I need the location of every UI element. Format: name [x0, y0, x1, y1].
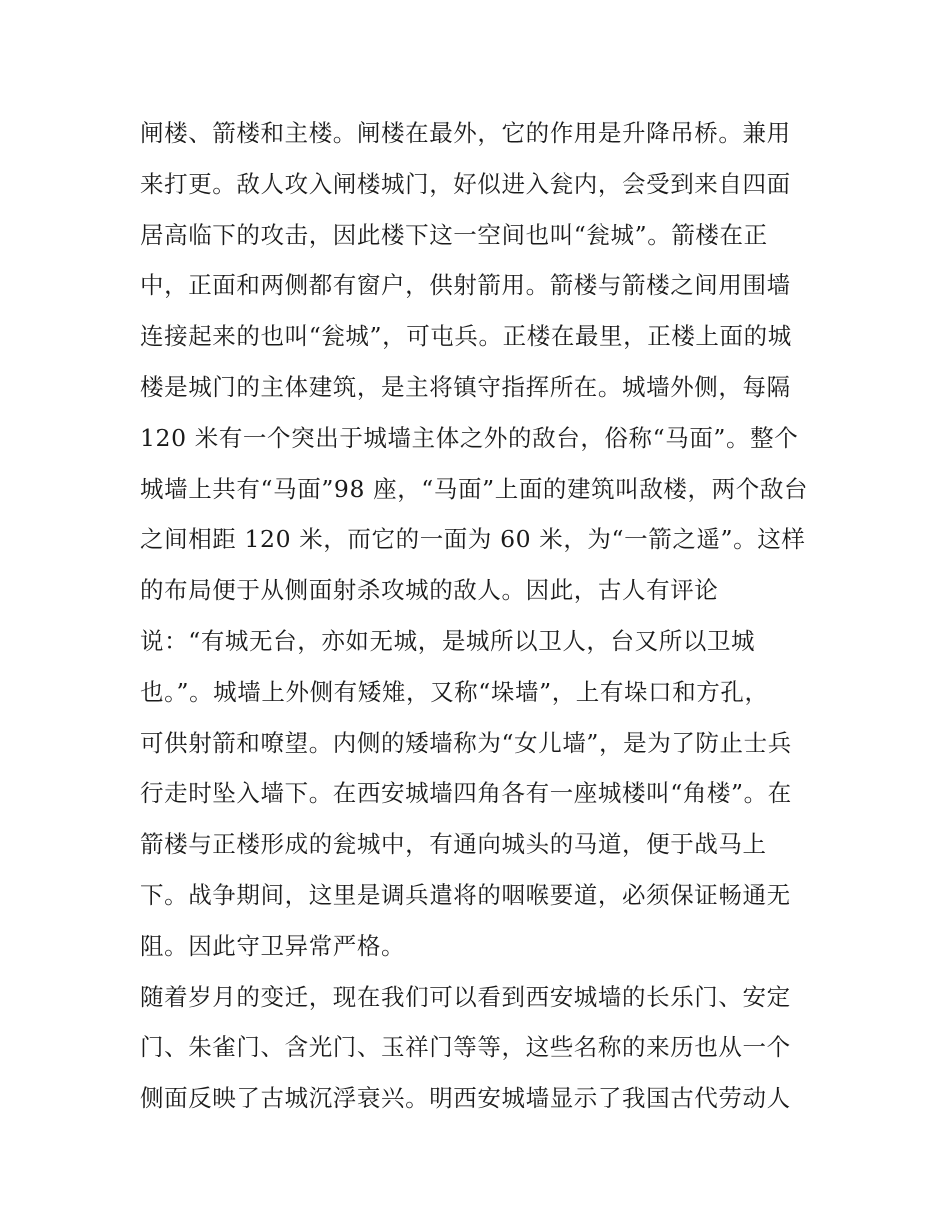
text-line: 随着岁月的变迁，现在我们可以看到西安城墙的长乐门、安定	[140, 982, 791, 1011]
text-line: 下。战争期间，这里是调兵遣将的咽喉要道，必须保证畅通无	[140, 880, 791, 909]
text-line: 之间相距 120 米，而它的一面为 60 米，为“一箭之遥”。这样	[140, 525, 806, 554]
text-line: 的布局便于从侧面射杀攻城的敌人。因此，古人有评论	[140, 576, 719, 605]
body-text	[140, 108, 820, 1124]
text-line: 可供射箭和嘹望。内侧的矮墙称为“女儿墙”，是为了防止士兵	[140, 728, 792, 757]
text-line: 说：“有城无台，亦如无城，是城所以卫人，台又所以卫城	[140, 626, 756, 655]
text-line: 连接起来的也叫“瓮城”，可屯兵。正楼在最里，正楼上面的城	[140, 322, 792, 351]
text-line: 120 米有一个突出于城墙主体之外的敌台，俗称“马面”。整个	[140, 423, 799, 452]
text-line: 阻。因此守卫异常严格。	[140, 931, 406, 960]
text-line: 行走时坠入墙下。在西安城墙四角各有一座城楼叫“角楼”。在	[140, 779, 792, 808]
text-line: 箭楼与正楼形成的瓮城中，有通向城头的马道，便于战马上	[140, 830, 767, 859]
text-line: 居高临下的攻击，因此楼下这一空间也叫“瓮城”。箭楼在正	[140, 220, 768, 249]
text-line: 也。”。城墙上外侧有矮雉，又称“垛墙”，上有垛口和方孔，	[140, 677, 769, 706]
text-line: 来打更。敌人攻入闸楼城门，好似进入瓮内，会受到来自四面	[140, 169, 791, 198]
text-line: 门、朱雀门、含光门、玉祥门等等，这些名称的来历也从一个	[140, 1033, 791, 1062]
text-line: 楼是城门的主体建筑，是主将镇守指挥所在。城墙外侧，每隔	[140, 372, 791, 401]
text-line: 中，正面和两侧都有窗户，供射箭用。箭楼与箭楼之间用围墙	[140, 271, 791, 300]
text-line: 闸楼、箭楼和主楼。闸楼在最外，它的作用是升降吊桥。兼用	[140, 119, 791, 147]
text-line: 城墙上共有“马面”98 座，“马面”上面的建筑叫敌楼，两个敌台	[140, 474, 809, 503]
text-line: 侧面反映了古城沉浮衰兴。明西安城墙显示了我国古代劳动人	[140, 1084, 791, 1113]
